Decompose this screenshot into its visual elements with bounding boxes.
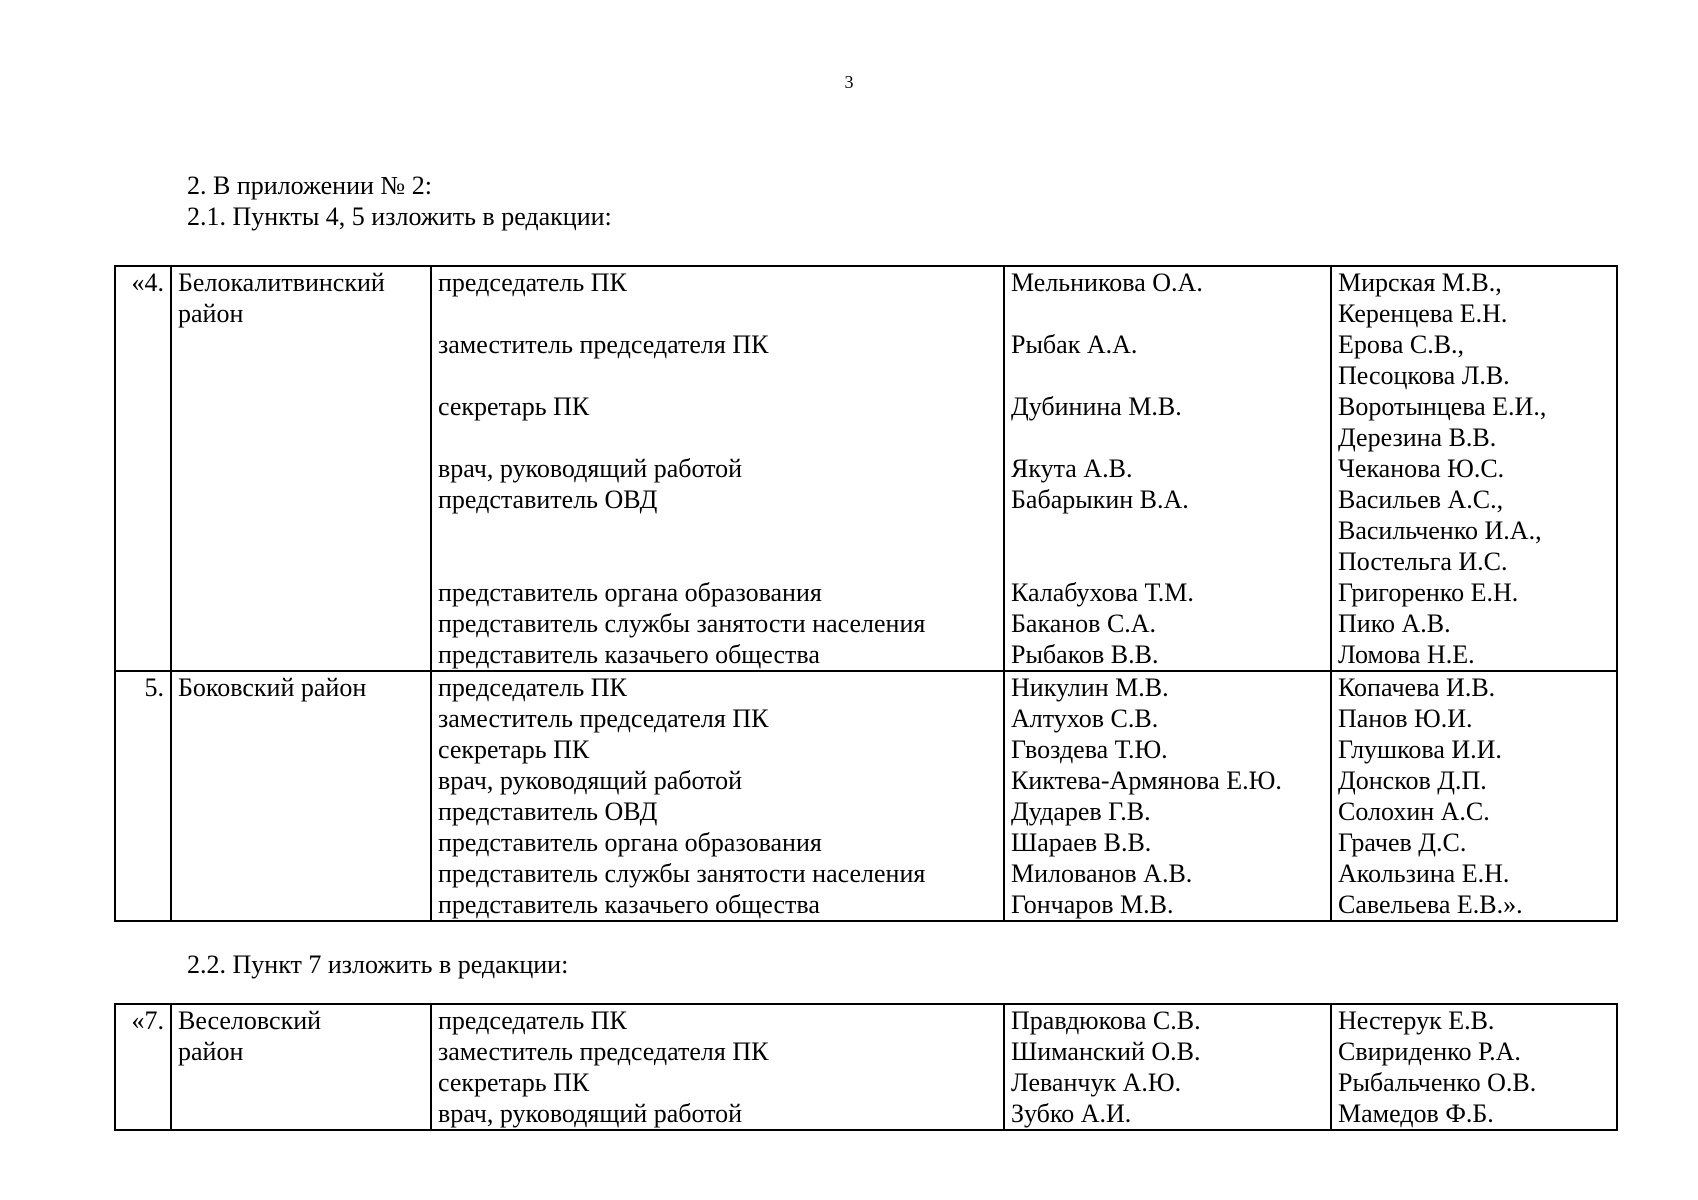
cell-line: Пико А.В.	[1338, 609, 1451, 638]
cell-line: представитель службы занятости населения	[438, 609, 926, 638]
members-cell	[1004, 266, 1331, 671]
cell-line: Солохин А.С.	[1338, 797, 1490, 826]
cell-line: Копачева И.В.	[1338, 673, 1496, 702]
cell-line: секретарь ПК	[438, 735, 590, 764]
cell-line: Гончаров М.В.	[1011, 890, 1174, 919]
district-name: Белокалитвинский	[178, 268, 385, 297]
cell-line: представитель ОВД	[438, 797, 658, 826]
paragraph-appendix: 2. В приложении № 2:	[187, 171, 432, 200]
cell-line: председатель ПК	[438, 268, 627, 297]
district-name: район	[178, 299, 244, 328]
cell-line	[438, 298, 1003, 329]
roles-cell	[431, 671, 1004, 921]
paragraph-item-7: 2.2. Пункт 7 изложить в редакции:	[187, 950, 569, 979]
page-number: 3	[844, 72, 854, 92]
district-cell	[171, 266, 431, 671]
cell-line: Леванчук А.Ю.	[1011, 1068, 1182, 1097]
cell-line: Грачев Д.С.	[1338, 828, 1467, 857]
district-cell	[171, 1004, 431, 1130]
cell-line: Нестерук Е.В.	[1338, 1006, 1495, 1035]
cell-line: Дударев Г.В.	[1011, 797, 1151, 826]
district-cell	[171, 671, 431, 921]
cell-line	[438, 360, 1003, 391]
district-name: Боковский район	[178, 673, 367, 702]
district-name: Веселовский	[178, 1006, 322, 1035]
row-number: «4.	[115, 266, 171, 671]
cell-line: представитель казачьего общества	[438, 640, 820, 669]
cell-line: Дубинина М.В.	[1011, 392, 1182, 421]
cell-line	[1011, 422, 1330, 453]
cell-line: Васильченко И.А.,	[1338, 516, 1542, 545]
cell-line: представитель ОВД	[438, 485, 658, 514]
cell-line: заместитель председателя ПК	[438, 330, 769, 359]
cell-line: Савельева Е.В.».	[1338, 890, 1523, 919]
district-name: район	[178, 1037, 244, 1066]
cell-line: Киктева-Армянова Е.Ю.	[1011, 766, 1282, 795]
cell-line: Керенцева Е.Н.	[1338, 299, 1508, 328]
cell-line: врач, руководящий работой	[438, 454, 743, 483]
cell-line: заместитель председателя ПК	[438, 1037, 769, 1066]
cell-line: Мирская М.В.,	[1338, 268, 1502, 297]
cell-line: Рыбальченко О.В.	[1338, 1068, 1537, 1097]
cell-line: Дерезина В.В.	[1338, 423, 1497, 452]
cell-line: Свириденко Р.А.	[1338, 1037, 1521, 1066]
cell-line: Зубко А.И.	[1011, 1099, 1132, 1128]
cell-line: Баканов С.А.	[1011, 609, 1157, 638]
members-cell	[1004, 671, 1331, 921]
cell-line: Алтухов С.В.	[1011, 704, 1159, 733]
cell-line: Рыбак А.А.	[1011, 330, 1138, 359]
cell-line: Воротынцева Е.И.,	[1338, 392, 1547, 421]
cell-line: Песоцкова Л.В.	[1338, 361, 1510, 390]
reserves-cell	[1331, 266, 1617, 671]
cell-line: Ерова С.В.,	[1338, 330, 1465, 359]
commission-table-1	[114, 265, 1618, 922]
paragraph-items-4-5: 2.1. Пункты 4, 5 изложить в редакции:	[187, 202, 612, 231]
cell-line: Панов Ю.И.	[1338, 704, 1473, 733]
reserves-cell	[1331, 1004, 1617, 1130]
cell-line: Донсков Д.П.	[1338, 766, 1487, 795]
cell-line: представитель органа образования	[438, 828, 822, 857]
cell-line: Шараев В.В.	[1011, 828, 1152, 857]
cell-line	[1011, 546, 1330, 577]
cell-line: Рыбаков В.В.	[1011, 640, 1159, 669]
cell-line: представитель службы занятости населения	[438, 859, 926, 888]
cell-line: заместитель председателя ПК	[438, 704, 769, 733]
cell-line	[1011, 360, 1330, 391]
cell-line: Мельникова О.А.	[1011, 268, 1203, 297]
cell-line: врач, руководящий работой	[438, 1099, 743, 1128]
commission-table-2	[114, 1003, 1618, 1131]
table-row	[115, 266, 1617, 671]
cell-line	[438, 422, 1003, 453]
cell-line: Милованов А.В.	[1011, 859, 1193, 888]
cell-line: Правдюкова С.В.	[1011, 1006, 1201, 1035]
cell-line: Мамедов Ф.Б.	[1338, 1099, 1494, 1128]
cell-line: председатель ПК	[438, 1006, 627, 1035]
cell-line: Якута А.В.	[1011, 454, 1133, 483]
cell-line: представитель казачьего общества	[438, 890, 820, 919]
cell-line	[438, 546, 1003, 577]
cell-line: врач, руководящий работой	[438, 766, 743, 795]
cell-line: секретарь ПК	[438, 392, 590, 421]
cell-line: Гвоздева Т.Ю.	[1011, 735, 1168, 764]
cell-line: представитель органа образования	[438, 578, 822, 607]
cell-line: Григоренко Е.Н.	[1338, 578, 1519, 607]
table-row	[115, 671, 1617, 921]
members-cell	[1004, 1004, 1331, 1130]
cell-line: Акользина Е.Н.	[1338, 859, 1510, 888]
row-number: «7.	[115, 1004, 171, 1130]
cell-line: Васильев А.С.,	[1338, 485, 1504, 514]
cell-line: Чеканова Ю.С.	[1338, 454, 1505, 483]
roles-cell	[431, 1004, 1004, 1130]
cell-line	[1011, 298, 1330, 329]
cell-line: Ломова Н.Е.	[1338, 640, 1475, 669]
roles-cell	[431, 266, 1004, 671]
table-row	[115, 1004, 1617, 1130]
cell-line: секретарь ПК	[438, 1068, 590, 1097]
cell-line: Бабарыкин В.А.	[1011, 485, 1189, 514]
cell-line: Никулин М.В.	[1011, 673, 1169, 702]
cell-line: Постельга И.С.	[1338, 547, 1508, 576]
cell-line	[438, 515, 1003, 546]
row-number: 5.	[115, 671, 171, 921]
cell-line	[1011, 515, 1330, 546]
reserves-cell	[1331, 671, 1617, 921]
cell-line: Калабухова Т.М.	[1011, 578, 1194, 607]
cell-line: председатель ПК	[438, 673, 627, 702]
cell-line: Шиманский О.В.	[1011, 1037, 1201, 1066]
cell-line: Глушкова И.И.	[1338, 735, 1502, 764]
